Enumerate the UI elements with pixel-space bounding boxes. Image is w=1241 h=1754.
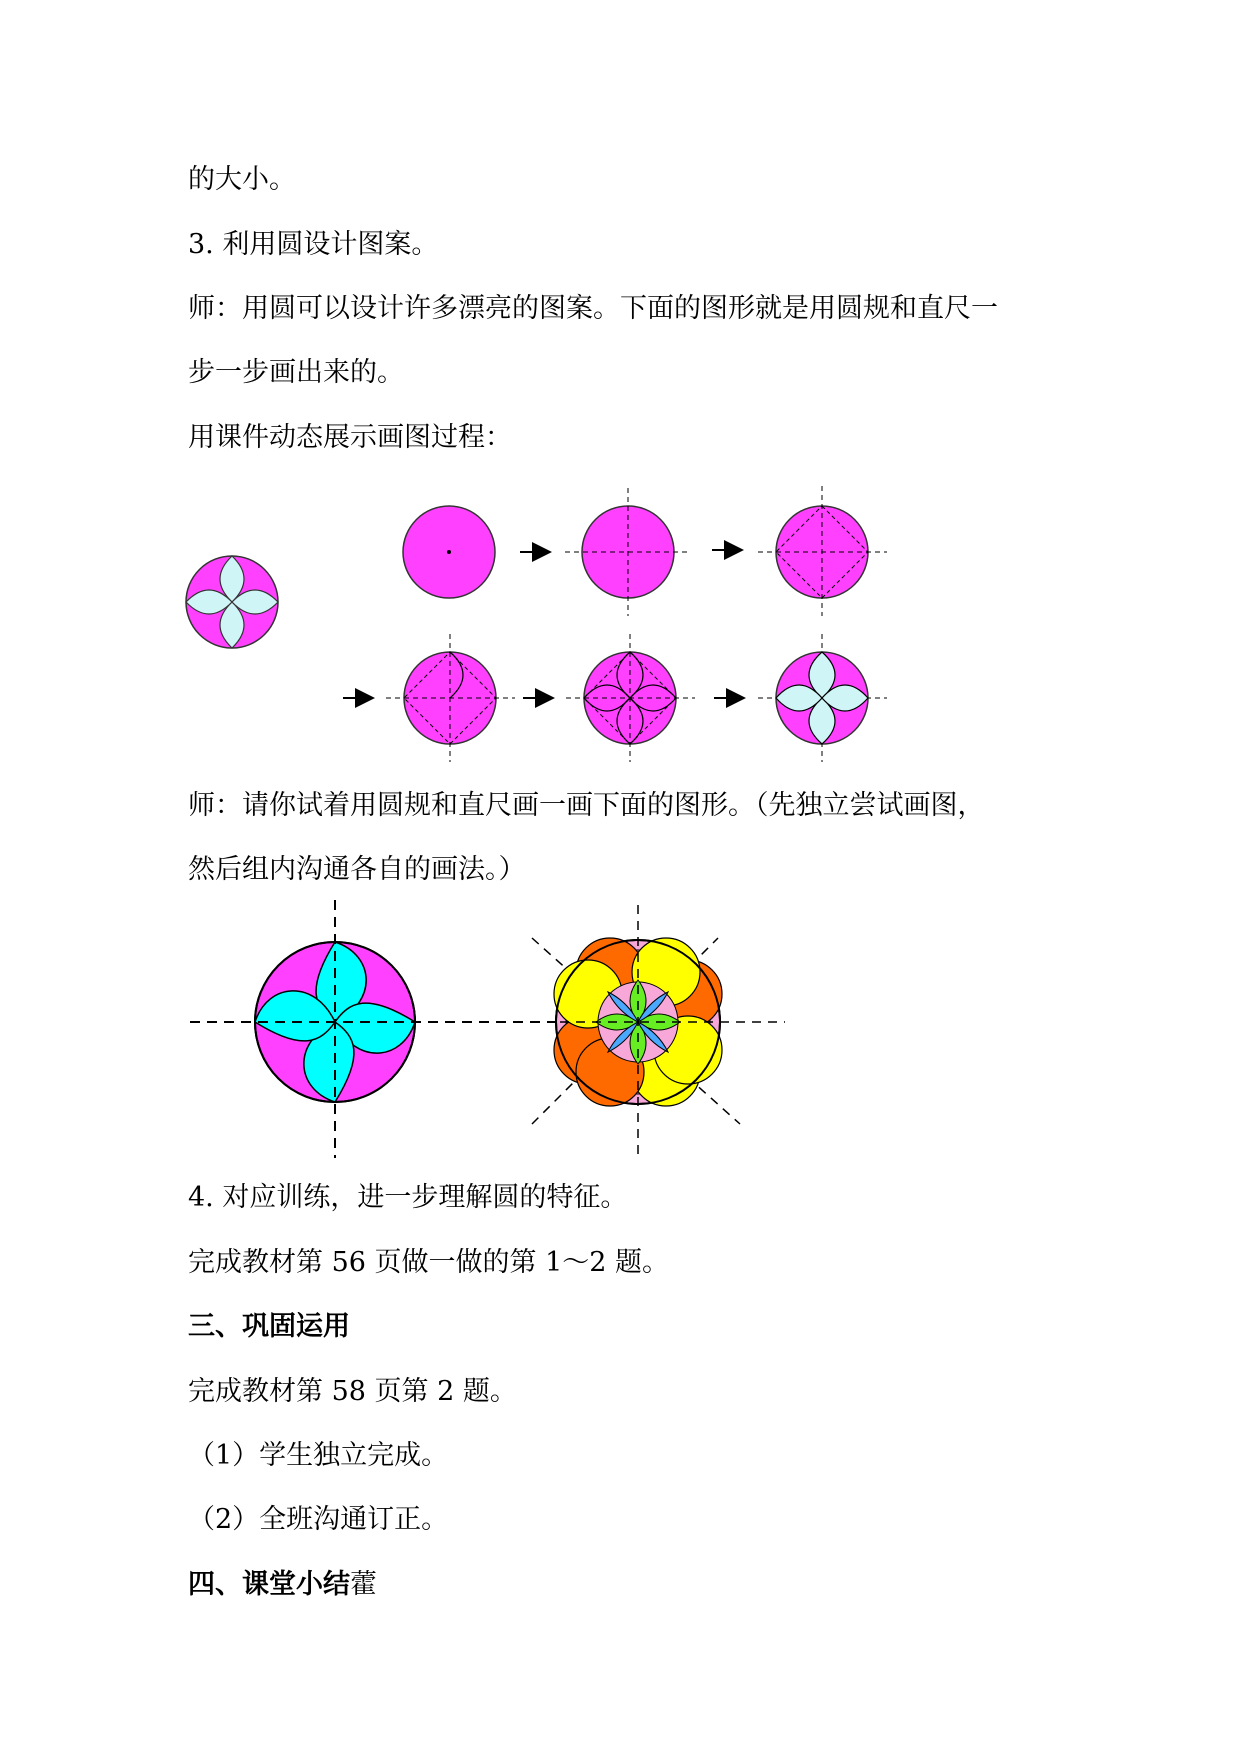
swirl-pattern-figure <box>190 900 585 1158</box>
text-line-3: 师：用圆可以设计许多漂亮的图案。下面的图形就是用圆规和直尺一 <box>188 293 998 324</box>
step-2-circle <box>565 488 690 616</box>
text-line-9: 完成教材第 56 页做一做的第 1～2 题。 <box>188 1247 670 1278</box>
text-line-7: 然后组内沟通各自的画法。） <box>188 854 526 885</box>
section-heading-4-label: 四、课堂小结 <box>188 1569 350 1600</box>
text-line-6: 师：请你试着用圆规和直尺画一画下面的图形。（先独立尝试画图， <box>188 790 985 821</box>
section-heading-3: 三、巩固运用 <box>188 1311 350 1342</box>
step-5-circle <box>566 634 695 762</box>
section-heading-4-extra: 藿 <box>350 1569 377 1600</box>
text-line-8: 4. 对应训练，进一步理解圆的特征。 <box>188 1182 628 1213</box>
section-heading-4 <box>188 1567 377 1603</box>
text-line-4: 步一步画出来的。 <box>188 357 404 388</box>
step-6-circle <box>758 634 887 762</box>
step-1-circle <box>403 506 495 598</box>
step-4-circle <box>386 634 515 762</box>
final-pattern-figure <box>186 556 278 648</box>
text-line-11: （1）学生独立完成。 <box>188 1440 449 1471</box>
text-line-10: 完成教材第 58 页第 2 题。 <box>188 1376 517 1407</box>
text-line-5: 用课件动态展示画图过程： <box>188 422 512 453</box>
text-line-1: 的大小。 <box>188 164 296 195</box>
text-line-2: 3. 利用圆设计图案。 <box>188 229 439 260</box>
step-3-circle <box>758 486 887 616</box>
text-line-12: （2）全班沟通订正。 <box>188 1504 449 1535</box>
flower-pattern-figure <box>532 905 785 1160</box>
